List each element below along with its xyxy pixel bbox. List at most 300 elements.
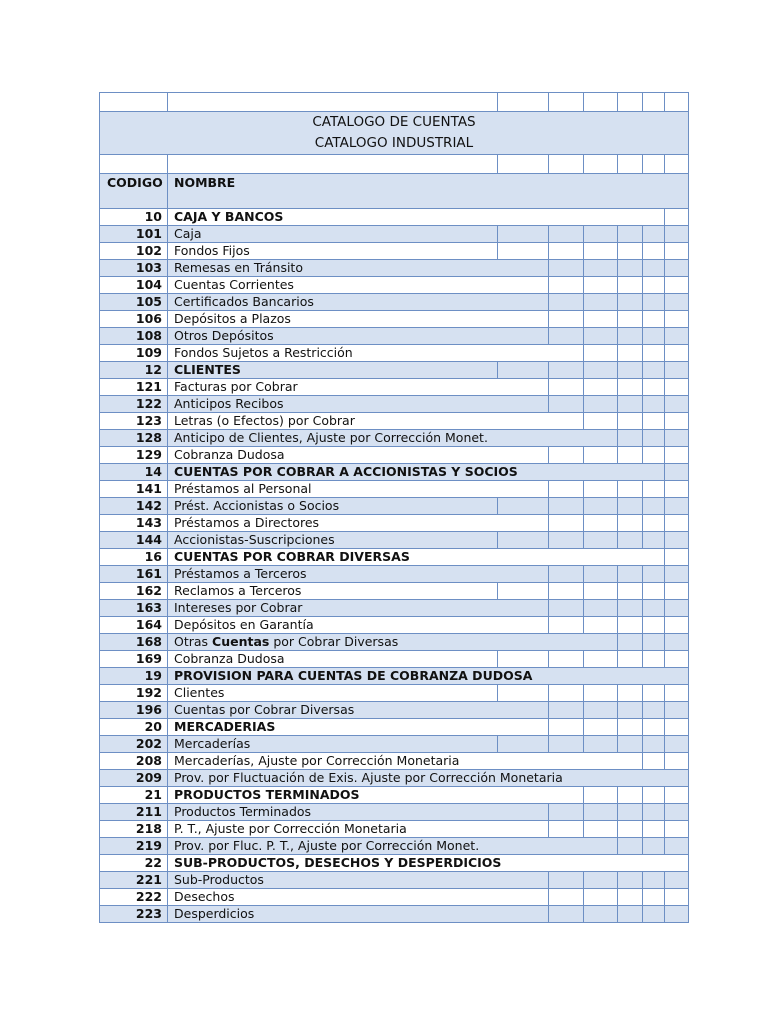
- grid-cell: [549, 311, 584, 328]
- grid-cell: [665, 634, 689, 651]
- grid-cell: [584, 311, 618, 328]
- table-row: [100, 294, 689, 311]
- grid-cell: [665, 294, 689, 311]
- grid-cell: [549, 362, 584, 379]
- table-row: [100, 498, 689, 515]
- account-name: Préstamos a Terceros: [168, 566, 549, 583]
- title-line-2: CATALOGO INDUSTRIAL: [314, 135, 474, 151]
- grid-cell: [618, 226, 643, 243]
- grid-cell: [643, 872, 665, 889]
- table-row: [100, 872, 689, 889]
- group-row: [100, 787, 689, 804]
- table-row: [100, 685, 689, 702]
- account-name: Desechos: [168, 889, 549, 906]
- grid-cell: [549, 804, 584, 821]
- account-code: 103: [100, 260, 168, 277]
- grid-cell: [643, 430, 665, 447]
- grid-cell: [665, 430, 689, 447]
- grid-cell: [665, 787, 689, 804]
- grid-cell: [618, 277, 643, 294]
- grid-cell: [618, 872, 643, 889]
- grid-cell: [584, 736, 618, 753]
- grid-cell: [643, 566, 665, 583]
- table-row: [100, 243, 689, 260]
- grid-cell: [498, 583, 549, 600]
- grid-cell: [643, 736, 665, 753]
- account-name: Depósitos a Plazos: [168, 311, 549, 328]
- grid-cell: [618, 294, 643, 311]
- grid-cell: [549, 447, 584, 464]
- grid-cell: [584, 532, 618, 549]
- grid-cell: [584, 277, 618, 294]
- grid-cell: [584, 889, 618, 906]
- grid-cell: [584, 872, 618, 889]
- grid-cell: [643, 277, 665, 294]
- grid-cell: [549, 685, 584, 702]
- grid-cell: [665, 549, 689, 566]
- account-name-part: Otras: [174, 634, 213, 649]
- grid-cell: [665, 702, 689, 719]
- table-row: [100, 770, 689, 787]
- grid-cell: [584, 821, 618, 838]
- group-row: [100, 719, 689, 736]
- table-row: [100, 804, 689, 821]
- account-code: 21: [100, 787, 168, 804]
- grid-cell: [584, 719, 618, 736]
- account-code: 144: [100, 532, 168, 549]
- grid-cell: [665, 753, 689, 770]
- grid-cell: [643, 345, 665, 362]
- grid-cell: [584, 617, 618, 634]
- grid-cell: [643, 396, 665, 413]
- table-row: [100, 906, 689, 923]
- grid-cell: [618, 651, 643, 668]
- account-code: 219: [100, 838, 168, 855]
- blank-row: [100, 93, 689, 112]
- account-name: Letras (o Efectos) por Cobrar: [168, 413, 584, 430]
- account-code: 169: [100, 651, 168, 668]
- grid-cell: [643, 379, 665, 396]
- account-name: Prov. por Fluctuación de Exis. Ajuste por Corrección Monetaria: [168, 770, 689, 787]
- account-name: Caja: [168, 226, 498, 243]
- grid-cell: [618, 311, 643, 328]
- grid-cell: [549, 379, 584, 396]
- grid-cell: [643, 685, 665, 702]
- grid-cell: [665, 311, 689, 328]
- grid-cell: [584, 685, 618, 702]
- grid-cell: [584, 515, 618, 532]
- account-name: Cuentas por Cobrar Diversas: [168, 702, 549, 719]
- grid-cell: [665, 566, 689, 583]
- grid-cell: [618, 702, 643, 719]
- grid-cell: [618, 328, 643, 345]
- grid-cell: [665, 532, 689, 549]
- account-code: 211: [100, 804, 168, 821]
- table-row: [100, 617, 689, 634]
- grid-cell: [618, 787, 643, 804]
- group-row: [100, 855, 689, 872]
- grid-cell: [549, 600, 584, 617]
- grid-cell: [618, 719, 643, 736]
- account-name-part: por Cobrar Diversas: [269, 634, 399, 649]
- grid-cell: [618, 243, 643, 260]
- grid-cell: [618, 396, 643, 413]
- table-row: [100, 345, 689, 362]
- grid-cell: [549, 226, 584, 243]
- account-name: Cobranza Dudosa: [168, 447, 549, 464]
- grid-cell: [665, 498, 689, 515]
- account-name: CAJA Y BANCOS: [168, 209, 665, 226]
- grid-cell: [665, 345, 689, 362]
- grid-cell: [618, 617, 643, 634]
- grid-cell: [643, 719, 665, 736]
- grid-cell: [618, 736, 643, 753]
- grid-cell: [643, 498, 665, 515]
- grid-cell: [584, 362, 618, 379]
- grid-cell: [643, 838, 665, 855]
- account-name: Prést. Accionistas o Socios: [168, 498, 498, 515]
- grid-cell: [643, 651, 665, 668]
- group-row: [100, 362, 689, 379]
- grid-cell: [643, 600, 665, 617]
- account-code: 108: [100, 328, 168, 345]
- group-row: [100, 549, 689, 566]
- grid-cell: [643, 889, 665, 906]
- group-row: [100, 209, 689, 226]
- grid-cell: [549, 821, 584, 838]
- grid-cell: [618, 889, 643, 906]
- account-code: 192: [100, 685, 168, 702]
- grid-cell: [549, 260, 584, 277]
- table-row: [100, 260, 689, 277]
- grid-cell: [665, 821, 689, 838]
- grid-cell: [643, 702, 665, 719]
- account-code: 19: [100, 668, 168, 685]
- grid-cell: [498, 651, 549, 668]
- grid-cell: [549, 277, 584, 294]
- account-code: 20: [100, 719, 168, 736]
- account-code: 209: [100, 770, 168, 787]
- table-row: [100, 396, 689, 413]
- catalog-title: [100, 112, 689, 155]
- account-name: Intereses por Cobrar: [168, 600, 549, 617]
- table-row: [100, 566, 689, 583]
- grid-cell: [643, 515, 665, 532]
- grid-cell: [665, 889, 689, 906]
- table-row: [100, 600, 689, 617]
- grid-cell: [549, 651, 584, 668]
- grid-cell: [584, 600, 618, 617]
- grid-cell: [584, 804, 618, 821]
- title-row: [100, 112, 689, 155]
- grid-cell: [584, 583, 618, 600]
- account-code: 128: [100, 430, 168, 447]
- account-name: Mercaderías, Ajuste por Corrección Monetaria: [168, 753, 643, 770]
- account-code: 196: [100, 702, 168, 719]
- table-row: [100, 634, 689, 651]
- account-code: 162: [100, 583, 168, 600]
- grid-cell: [584, 328, 618, 345]
- account-code: 163: [100, 600, 168, 617]
- table-row: [100, 447, 689, 464]
- account-name: Fondos Fijos: [168, 243, 498, 260]
- table-row: [100, 481, 689, 498]
- account-name: Mercaderías: [168, 736, 498, 753]
- grid-cell: [643, 260, 665, 277]
- table-row: [100, 838, 689, 855]
- grid-cell: [549, 719, 584, 736]
- grid-cell: [643, 804, 665, 821]
- account-code: 129: [100, 447, 168, 464]
- grid-cell: [584, 702, 618, 719]
- group-row: [100, 464, 689, 481]
- account-code: 168: [100, 634, 168, 651]
- grid-cell: [665, 804, 689, 821]
- grid-cell: [618, 838, 643, 855]
- grid-cell: [549, 566, 584, 583]
- account-code: 218: [100, 821, 168, 838]
- grid-cell: [643, 532, 665, 549]
- grid-cell: [584, 906, 618, 923]
- account-name: Reclamos a Terceros: [168, 583, 498, 600]
- account-code: 223: [100, 906, 168, 923]
- grid-cell: [665, 906, 689, 923]
- grid-cell: [665, 396, 689, 413]
- account-code: 202: [100, 736, 168, 753]
- account-code: 12: [100, 362, 168, 379]
- table-body: [100, 93, 689, 923]
- grid-cell: [665, 872, 689, 889]
- account-name: Productos Terminados: [168, 804, 549, 821]
- grid-cell: [643, 583, 665, 600]
- grid-cell: [618, 804, 643, 821]
- grid-cell: [665, 447, 689, 464]
- grid-cell: [584, 787, 618, 804]
- account-code: 16: [100, 549, 168, 566]
- grid-cell: [618, 515, 643, 532]
- grid-cell: [618, 260, 643, 277]
- account-name: PROVISION PARA CUENTAS DE COBRANZA DUDOSA: [168, 668, 689, 685]
- grid-cell: [549, 498, 584, 515]
- account-name: Cuentas Corrientes: [168, 277, 549, 294]
- account-code: 22: [100, 855, 168, 872]
- grid-cell: [498, 498, 549, 515]
- grid-cell: [549, 328, 584, 345]
- account-code: 121: [100, 379, 168, 396]
- account-name: Clientes: [168, 685, 498, 702]
- account-code: 102: [100, 243, 168, 260]
- account-name: Certificados Bancarios: [168, 294, 549, 311]
- table-row: [100, 413, 689, 430]
- account-code: 143: [100, 515, 168, 532]
- grid-cell: [618, 685, 643, 702]
- account-name: CLIENTES: [168, 362, 498, 379]
- grid-cell: [549, 889, 584, 906]
- account-name: Prov. por Fluc. P. T., Ajuste por Corrección Monet.: [168, 838, 618, 855]
- account-name: Préstamos a Directores: [168, 515, 549, 532]
- grid-cell: [584, 294, 618, 311]
- account-code: 208: [100, 753, 168, 770]
- grid-cell: [584, 396, 618, 413]
- blank-row: [100, 155, 689, 174]
- grid-cell: [665, 685, 689, 702]
- grid-cell: [643, 634, 665, 651]
- grid-cell: [584, 243, 618, 260]
- grid-cell: [618, 583, 643, 600]
- grid-cell: [643, 311, 665, 328]
- table-row: [100, 532, 689, 549]
- grid-cell: [618, 498, 643, 515]
- grid-cell: [643, 328, 665, 345]
- grid-cell: [549, 515, 584, 532]
- grid-cell: [584, 447, 618, 464]
- table-row: [100, 651, 689, 668]
- grid-cell: [549, 736, 584, 753]
- table-row: [100, 583, 689, 600]
- grid-cell: [665, 260, 689, 277]
- grid-cell: [584, 413, 618, 430]
- table-row: [100, 430, 689, 447]
- grid-cell: [618, 600, 643, 617]
- account-code: 14: [100, 464, 168, 481]
- grid-cell: [549, 906, 584, 923]
- grid-cell: [584, 481, 618, 498]
- grid-cell: [665, 651, 689, 668]
- grid-cell: [549, 702, 584, 719]
- grid-cell: [665, 243, 689, 260]
- grid-cell: [584, 498, 618, 515]
- account-code: 222: [100, 889, 168, 906]
- grid-cell: [665, 328, 689, 345]
- account-name: CUENTAS POR COBRAR A ACCIONISTAS Y SOCIOS: [168, 464, 665, 481]
- grid-cell: [665, 209, 689, 226]
- grid-cell: [618, 634, 643, 651]
- table-row: [100, 379, 689, 396]
- grid-cell: [665, 464, 689, 481]
- column-header-row: [100, 174, 689, 209]
- account-name: Remesas en Tránsito: [168, 260, 549, 277]
- grid-cell: [665, 277, 689, 294]
- grid-cell: [549, 583, 584, 600]
- account-name: Préstamos al Personal: [168, 481, 549, 498]
- grid-cell: [665, 226, 689, 243]
- grid-cell: [618, 447, 643, 464]
- account-code: 109: [100, 345, 168, 362]
- grid-cell: [498, 532, 549, 549]
- account-code: 105: [100, 294, 168, 311]
- grid-cell: [643, 243, 665, 260]
- account-code: 122: [100, 396, 168, 413]
- grid-cell: [584, 651, 618, 668]
- account-name: Cobranza Dudosa: [168, 651, 498, 668]
- grid-cell: [643, 447, 665, 464]
- account-name: Sub-Productos: [168, 872, 549, 889]
- grid-cell: [549, 532, 584, 549]
- grid-cell: [665, 379, 689, 396]
- grid-cell: [549, 243, 584, 260]
- grid-cell: [618, 413, 643, 430]
- account-name: Otros Depósitos: [168, 328, 549, 345]
- grid-cell: [643, 226, 665, 243]
- grid-cell: [665, 838, 689, 855]
- grid-cell: [618, 566, 643, 583]
- grid-cell: [665, 515, 689, 532]
- account-name: MERCADERIAS: [168, 719, 549, 736]
- account-name-part: Cuentas: [212, 634, 270, 649]
- account-name: PRODUCTOS TERMINADOS: [168, 787, 584, 804]
- grid-cell: [643, 481, 665, 498]
- grid-cell: [618, 532, 643, 549]
- account-name: P. T., Ajuste por Corrección Monetaria: [168, 821, 549, 838]
- account-name: Anticipos Recibos: [168, 396, 549, 413]
- table-row: [100, 226, 689, 243]
- account-name: Desperdicios: [168, 906, 549, 923]
- grid-cell: [498, 243, 549, 260]
- grid-cell: [643, 906, 665, 923]
- table-row: [100, 702, 689, 719]
- account-code: 142: [100, 498, 168, 515]
- grid-cell: [618, 430, 643, 447]
- account-code: 123: [100, 413, 168, 430]
- group-row: [100, 668, 689, 685]
- grid-cell: [643, 362, 665, 379]
- grid-cell: [584, 566, 618, 583]
- grid-cell: [643, 787, 665, 804]
- account-code: 104: [100, 277, 168, 294]
- table-row: [100, 736, 689, 753]
- grid-cell: [665, 719, 689, 736]
- grid-cell: [665, 736, 689, 753]
- table-row: [100, 311, 689, 328]
- account-name: CUENTAS POR COBRAR DIVERSAS: [168, 549, 665, 566]
- grid-cell: [584, 260, 618, 277]
- table-row: [100, 753, 689, 770]
- account-catalog-table: [99, 92, 689, 923]
- account-name: Accionistas-Suscripciones: [168, 532, 498, 549]
- grid-cell: [584, 379, 618, 396]
- grid-cell: [643, 821, 665, 838]
- grid-cell: [498, 736, 549, 753]
- grid-cell: [618, 379, 643, 396]
- grid-cell: [549, 481, 584, 498]
- grid-cell: [498, 226, 549, 243]
- account-code: 101: [100, 226, 168, 243]
- table-row: [100, 889, 689, 906]
- grid-cell: [665, 617, 689, 634]
- grid-cell: [618, 345, 643, 362]
- grid-cell: [643, 413, 665, 430]
- account-name: SUB-PRODUCTOS, DESECHOS Y DESPERDICIOS: [168, 855, 689, 872]
- table-row: [100, 277, 689, 294]
- grid-cell: [665, 481, 689, 498]
- table-row: [100, 821, 689, 838]
- grid-cell: [549, 294, 584, 311]
- title-line-1: CATALOGO DE CUENTAS: [312, 114, 476, 130]
- grid-cell: [665, 583, 689, 600]
- account-code: 221: [100, 872, 168, 889]
- grid-cell: [665, 413, 689, 430]
- account-name: Facturas por Cobrar: [168, 379, 549, 396]
- grid-cell: [618, 362, 643, 379]
- name-column-header: NOMBRE: [168, 174, 689, 209]
- grid-cell: [618, 821, 643, 838]
- grid-cell: [618, 481, 643, 498]
- account-name: Anticipo de Clientes, Ajuste por Corrección Monet.: [168, 430, 618, 447]
- account-code: 106: [100, 311, 168, 328]
- grid-cell: [549, 617, 584, 634]
- grid-cell: [643, 617, 665, 634]
- code-column-header: CODIGO: [100, 174, 168, 209]
